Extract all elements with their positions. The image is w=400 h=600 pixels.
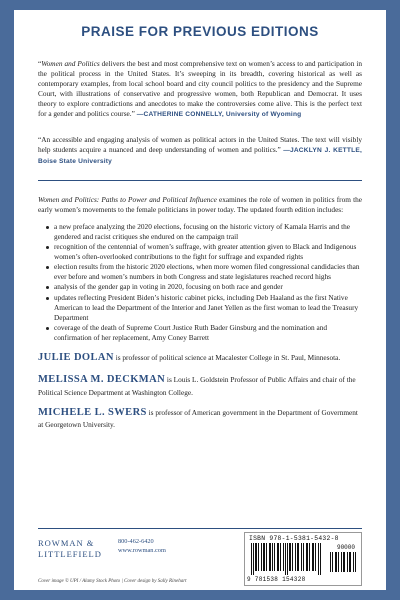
isbn-text: ISBN 978-1-5381-5432-8 (249, 535, 339, 542)
publisher-logo: ROWMAN & LITTLEFIELD (38, 538, 102, 560)
author-bio-deckman (38, 373, 362, 398)
quote-attribution: —JACKLYN J. KETTLE, Boise State University (38, 147, 362, 165)
publisher-website: www.rowman.com (118, 546, 166, 554)
feature-item: updates reflecting President Biden’s historic cabinet picks, including Deb Haaland as the first Native American to lead the Department of the Interior and Janet Yellen as the first woman to lead the Treasury Department (46, 293, 362, 323)
section-divider (38, 180, 362, 181)
price-code: 90000 (336, 544, 355, 551)
praise-header: PRAISE FOR PREVIOUS EDITIONS (81, 24, 319, 39)
price-barcode-icon (330, 552, 356, 572)
isbn-barcode (244, 532, 362, 586)
author-bio: is Louis L. Goldstein Professor of Public Affairs and chair of the Political Science Department at Washington College. (38, 375, 356, 397)
feature-item: election results from the historic 2020 elections, when more women filed congressional candidacies than ever before and women’s numbers in both Congress and state legislatures reached record highs (46, 262, 362, 282)
quote-text: “An accessible and engaging analysis of women as political actors in the United States. The text will visibly help students acquire a nuanced and deep understanding of women and politics.” (38, 135, 362, 155)
quote-connelly: “Women and Politics delivers the best and most comprehensive text on women’s access to and participation in the political process in the United States. It’s sweeping in its breadth, covering historical as well as contemporary examples, from local school board and city council politics to the presidency and the Supreme Court, with illustrations of conservative and progressive women, both Republican and Democrat. It uses theory to explore contradictions and anecdotes to make the controversies come alive. This is the perfect text for a gender and politics course.” —CATHERINE CONNELLY, University of Wyoming (38, 59, 363, 119)
cover-credit: Cover image © UPI / Alamy Stock Photo | Cover design by Sally Rinehart (38, 579, 187, 584)
author-name: MELISSA M. DECKMAN (38, 374, 166, 386)
feature-item: analysis of the gender gap in voting in 2020, focusing on both race and gender (46, 282, 362, 292)
quote-attribution: —CATHERINE CONNELLY, University of Wyoming (136, 111, 302, 119)
isbn-digits: 9 781538 154328 (247, 576, 306, 583)
description-text: examines the role of women in politics from the early women’s movements to the female politicians in power today. The updated fourth edition includes: (38, 194, 362, 214)
author-bio-dolan (38, 351, 362, 365)
quote-kettle (38, 135, 362, 165)
feature-item: coverage of the death of Supreme Court Justice Ruth Bader Ginsburg and the nomination and confirmation of her replacement, Amy Coney Barrett (46, 323, 362, 343)
back-cover (14, 10, 386, 590)
barcode-icon (251, 543, 323, 575)
author-bio: is professor of political science at Macalester College in St. Paul, Minnesota. (113, 352, 341, 362)
author-name: JULIE DOLAN (38, 351, 114, 363)
author-bio: is professor of American government in the Department of Government at Georgetown University. (38, 407, 358, 430)
book-title: Women and Politics: Paths to Power and Political Influence (38, 194, 217, 204)
feature-item: a new preface analyzing the 2020 elections, focusing on the historic victory of Kamala Harris and the gendered and racist critiques she endured on the campaign trail (46, 222, 362, 242)
bottom-divider (38, 528, 362, 529)
feature-item: recognition of the centennial of women’s suffrage, with greater attention given to Black and Indigenous women’s often-overlooked contributions to the fight for suffrage and expanded rights (46, 242, 362, 262)
publisher-phone: 800-462-6420 (118, 538, 154, 545)
book-description (38, 195, 362, 215)
publisher-contact (118, 538, 166, 556)
quote-book-title: Women and Politics (41, 59, 100, 68)
feature-list (38, 222, 362, 343)
author-name: MICHELE L. SWERS (38, 406, 147, 418)
quote-text: delivers the best and most comprehensive text on women’s access to and participation in the political process in the United States. It’s sweeping in its breadth, covering historical as well as contemporary examples, from local school board and city council politics to the presidency and the Supreme Court, with illustrations of conservative and progressive women, both Republican and Democrat. It uses theory to explore contradictions and anecdotes to make the controversies come alive. This is the perfect text for a gender and politics course.” (38, 59, 363, 119)
author-bio-swers (38, 406, 362, 431)
